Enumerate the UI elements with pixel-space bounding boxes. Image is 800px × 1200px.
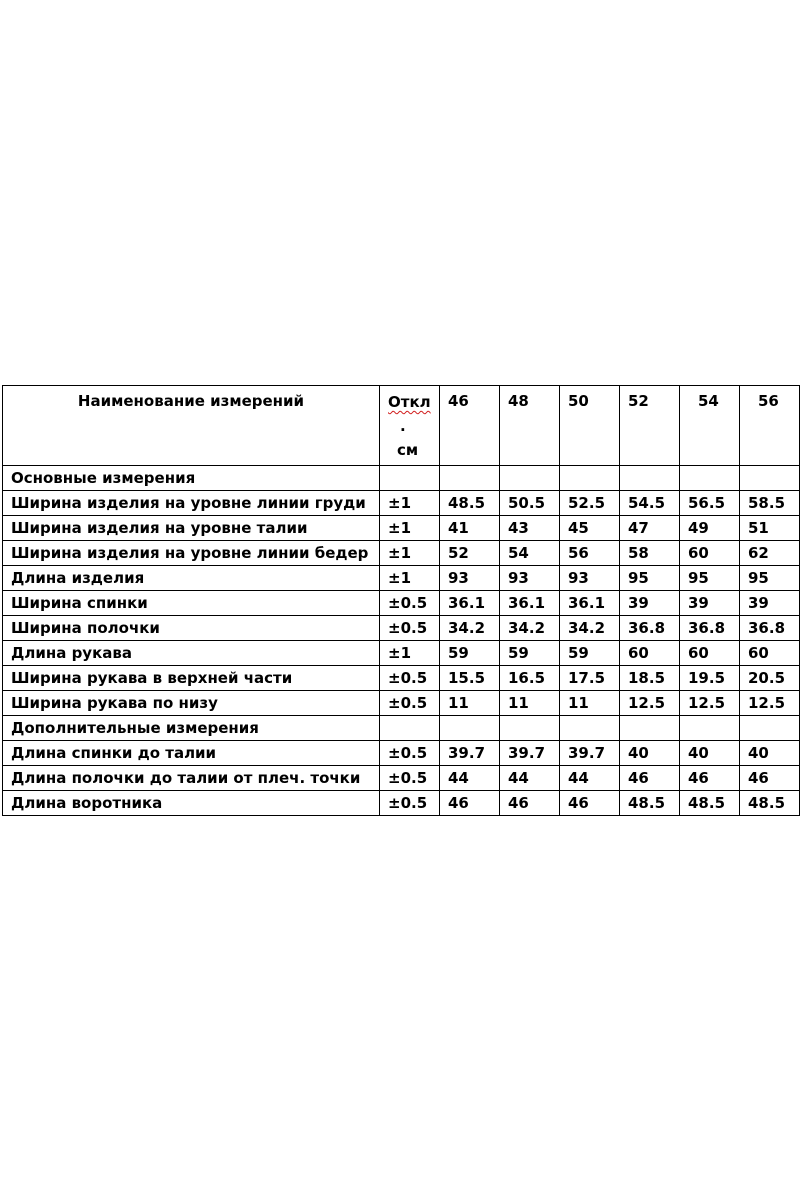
size-value-cell: 52 [440, 541, 500, 566]
empty-cell [620, 716, 680, 741]
empty-cell [680, 716, 740, 741]
measurement-name: Длина рукава [3, 641, 380, 666]
size-value-cell: 36.1 [560, 591, 620, 616]
size-value-cell: 93 [440, 566, 500, 591]
size-value-cell: 44 [440, 766, 500, 791]
measurement-name: Ширина рукава по низу [3, 691, 380, 716]
size-value-cell: 20.5 [740, 666, 800, 691]
size-measurement-table [2, 385, 800, 816]
size-value-cell: 95 [680, 566, 740, 591]
size-value-cell: 40 [620, 741, 680, 766]
size-value-cell: 34.2 [440, 616, 500, 641]
size-value-cell: 40 [740, 741, 800, 766]
size-value-cell: 48.5 [680, 791, 740, 816]
size-value-cell: 60 [680, 541, 740, 566]
empty-cell [680, 466, 740, 491]
size-value-cell: 40 [680, 741, 740, 766]
header-size-label: 48 [508, 392, 529, 410]
measurement-row [3, 741, 800, 766]
measurement-row [3, 566, 800, 591]
section-row [3, 466, 800, 491]
size-value-cell: 95 [620, 566, 680, 591]
empty-cell [620, 466, 680, 491]
size-value-cell: 36.8 [620, 616, 680, 641]
header-deviation-label: Откл [388, 393, 431, 411]
header-size-cell [440, 386, 500, 466]
size-value-cell: 16.5 [500, 666, 560, 691]
size-value-cell: 50.5 [500, 491, 560, 516]
size-value-cell: 46 [740, 766, 800, 791]
tolerance-cell: ±0.5 [380, 791, 440, 816]
measurement-name: Длина полочки до талии от плеч. точки [3, 766, 380, 791]
measurement-name: Ширина рукава в верхней части [3, 666, 380, 691]
size-value-cell: 39 [680, 591, 740, 616]
header-deviation-dot: . [400, 417, 406, 435]
size-value-cell: 46 [500, 791, 560, 816]
empty-cell [500, 716, 560, 741]
size-value-cell: 39.7 [440, 741, 500, 766]
tolerance-cell: ±1 [380, 541, 440, 566]
tolerance-cell: ±0.5 [380, 741, 440, 766]
size-value-cell: 17.5 [560, 666, 620, 691]
measurement-row [3, 791, 800, 816]
header-size-label: 56 [758, 392, 779, 410]
size-value-cell: 11 [560, 691, 620, 716]
size-value-cell: 11 [440, 691, 500, 716]
size-value-cell: 46 [620, 766, 680, 791]
size-value-cell: 52.5 [560, 491, 620, 516]
measurement-name: Ширина изделия на уровне талии [3, 516, 380, 541]
size-value-cell: 34.2 [500, 616, 560, 641]
measurement-name: Длина воротника [3, 791, 380, 816]
measurement-row [3, 516, 800, 541]
size-value-cell: 58.5 [740, 491, 800, 516]
size-value-cell: 46 [680, 766, 740, 791]
header-deviation-cell [380, 386, 440, 466]
empty-cell [500, 466, 560, 491]
size-value-cell: 93 [560, 566, 620, 591]
size-value-cell: 34.2 [560, 616, 620, 641]
size-value-cell: 48.5 [620, 791, 680, 816]
measurement-row [3, 766, 800, 791]
size-value-cell: 58 [620, 541, 680, 566]
tolerance-cell: ±0.5 [380, 616, 440, 641]
tolerance-cell: ±0.5 [380, 591, 440, 616]
size-value-cell: 59 [500, 641, 560, 666]
size-value-cell: 59 [440, 641, 500, 666]
header-size-cell [680, 386, 740, 466]
size-value-cell: 39.7 [500, 741, 560, 766]
empty-cell [440, 716, 500, 741]
size-value-cell: 36.8 [680, 616, 740, 641]
size-value-cell: 15.5 [440, 666, 500, 691]
size-value-cell: 44 [560, 766, 620, 791]
size-value-cell: 60 [740, 641, 800, 666]
size-value-cell: 60 [680, 641, 740, 666]
size-value-cell: 36.1 [500, 591, 560, 616]
empty-cell [380, 716, 440, 741]
size-value-cell: 54 [500, 541, 560, 566]
header-size-label: 50 [568, 392, 589, 410]
empty-cell [740, 466, 800, 491]
size-value-cell: 44 [500, 766, 560, 791]
size-value-cell: 41 [440, 516, 500, 541]
section-title: Основные измерения [3, 466, 380, 491]
header-row [3, 386, 800, 466]
size-value-cell: 39 [740, 591, 800, 616]
header-size-cell [620, 386, 680, 466]
size-value-cell: 54.5 [620, 491, 680, 516]
measurement-row [3, 491, 800, 516]
section-row [3, 716, 800, 741]
measurement-row [3, 541, 800, 566]
size-value-cell: 45 [560, 516, 620, 541]
size-value-cell: 48.5 [740, 791, 800, 816]
size-value-cell: 39 [620, 591, 680, 616]
size-value-cell: 60 [620, 641, 680, 666]
size-value-cell: 46 [560, 791, 620, 816]
size-value-cell: 59 [560, 641, 620, 666]
measurement-name: Ширина спинки [3, 591, 380, 616]
size-value-cell: 36.8 [740, 616, 800, 641]
measurement-row [3, 691, 800, 716]
size-value-cell: 93 [500, 566, 560, 591]
size-value-cell: 43 [500, 516, 560, 541]
size-value-cell: 47 [620, 516, 680, 541]
measurement-name: Длина изделия [3, 566, 380, 591]
measurement-row [3, 616, 800, 641]
size-value-cell: 39.7 [560, 741, 620, 766]
empty-cell [560, 466, 620, 491]
header-size-label: 46 [448, 392, 469, 410]
tolerance-cell: ±1 [380, 641, 440, 666]
size-value-cell: 18.5 [620, 666, 680, 691]
measurement-row [3, 666, 800, 691]
header-size-label: 54 [698, 392, 719, 410]
header-size-cell [740, 386, 800, 466]
header-deviation-unit: см [397, 441, 419, 459]
size-value-cell: 48.5 [440, 491, 500, 516]
size-value-cell: 49 [680, 516, 740, 541]
header-size-cell [500, 386, 560, 466]
size-value-cell: 56.5 [680, 491, 740, 516]
size-value-cell: 51 [740, 516, 800, 541]
measurement-name: Ширина изделия на уровне линии бедер [3, 541, 380, 566]
empty-cell [740, 716, 800, 741]
size-value-cell: 62 [740, 541, 800, 566]
size-value-cell: 36.1 [440, 591, 500, 616]
size-value-cell: 12.5 [680, 691, 740, 716]
empty-cell [380, 466, 440, 491]
tolerance-cell: ±1 [380, 491, 440, 516]
size-value-cell: 46 [440, 791, 500, 816]
section-title: Дополнительные измерения [3, 716, 380, 741]
size-value-cell: 95 [740, 566, 800, 591]
empty-cell [440, 466, 500, 491]
empty-cell [560, 716, 620, 741]
table-body [3, 386, 800, 816]
tolerance-cell: ±0.5 [380, 766, 440, 791]
tolerance-cell: ±0.5 [380, 666, 440, 691]
header-name-cell: Наименование измерений [3, 386, 380, 466]
measurement-row [3, 591, 800, 616]
size-value-cell: 11 [500, 691, 560, 716]
header-size-cell [560, 386, 620, 466]
size-value-cell: 12.5 [740, 691, 800, 716]
measurement-row [3, 641, 800, 666]
size-value-cell: 56 [560, 541, 620, 566]
header-size-label: 52 [628, 392, 649, 410]
measurement-name: Длина спинки до талии [3, 741, 380, 766]
tolerance-cell: ±1 [380, 516, 440, 541]
size-value-cell: 19.5 [680, 666, 740, 691]
measurement-name: Ширина изделия на уровне линии груди [3, 491, 380, 516]
size-value-cell: 12.5 [620, 691, 680, 716]
measurement-name: Ширина полочки [3, 616, 380, 641]
tolerance-cell: ±0.5 [380, 691, 440, 716]
tolerance-cell: ±1 [380, 566, 440, 591]
